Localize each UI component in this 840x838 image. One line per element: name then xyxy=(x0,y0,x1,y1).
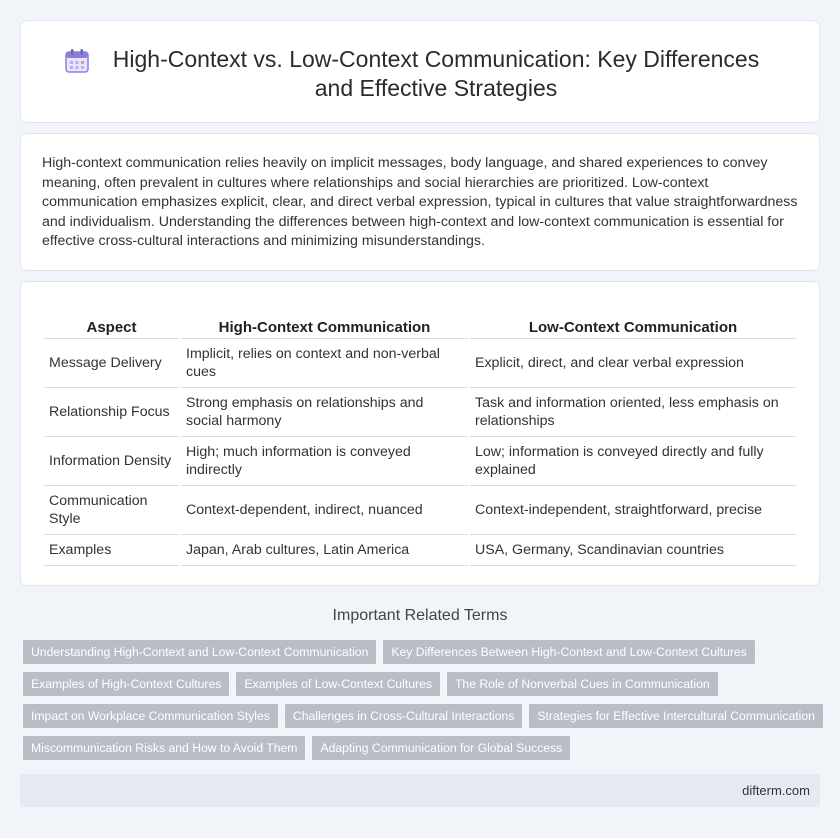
table-cell: High; much information is conveyed indirectly xyxy=(181,437,468,486)
related-term-tag[interactable]: The Role of Nonverbal Cues in Communication xyxy=(447,672,718,696)
table-cell: Information Density xyxy=(44,437,179,486)
column-header-high-context: High-Context Communication xyxy=(181,315,468,339)
related-terms-list xyxy=(23,640,823,768)
intro-paragraph: High-context communication relies heavily on implicit messages, body language, and shared experiences to convey meaning, often prevalent in cultures where relationships and social hierarchies are prioritized. Low-context communication emphasizes explicit, clear, and direct verbal expression, typical in cultures that value straightforwardness and individualism. Understanding the differences between high-context and low-context communication is essential for effective cross-cultural interactions and minimizing misunderstandings. xyxy=(42,155,798,249)
comparison-card xyxy=(20,281,820,586)
related-term-tag[interactable]: Challenges in Cross-Cultural Interactions xyxy=(285,704,523,728)
table-cell: USA, Germany, Scandinavian countries xyxy=(470,535,796,566)
footer xyxy=(20,774,820,807)
column-header-aspect: Aspect xyxy=(44,315,179,339)
table-cell: Japan, Arab cultures, Latin America xyxy=(181,535,468,566)
table-row xyxy=(44,535,796,566)
intro-card xyxy=(20,133,820,271)
footer-site-link[interactable]: difterm.com xyxy=(742,783,810,798)
related-term-tag[interactable]: Adapting Communication for Global Success xyxy=(312,736,570,760)
related-term-tag[interactable]: Examples of Low-Context Cultures xyxy=(236,672,440,696)
table-cell: Examples xyxy=(44,535,179,566)
table-cell: Communication Style xyxy=(44,486,179,535)
page-title: High-Context vs. Low-Context Communication: Key Differences and Effective Strategies xyxy=(112,46,760,101)
table-row xyxy=(44,486,796,535)
related-term-tag[interactable]: Impact on Workplace Communication Styles xyxy=(23,704,278,728)
related-term-tag[interactable]: Understanding High-Context and Low-Context Communication xyxy=(23,640,376,664)
table-cell: Strong emphasis on relationships and social harmony xyxy=(181,388,468,437)
table-cell: Explicit, direct, and clear verbal expression xyxy=(470,339,796,388)
related-term-tag[interactable]: Examples of High-Context Cultures xyxy=(23,672,229,696)
related-term-tag[interactable]: Strategies for Effective Intercultural Communication xyxy=(529,704,823,728)
table-row xyxy=(44,388,796,437)
related-term-tag[interactable]: Miscommunication Risks and How to Avoid Them xyxy=(23,736,305,760)
title-card xyxy=(20,20,820,123)
table-cell: Low; information is conveyed directly and fully explained xyxy=(470,437,796,486)
related-term-tag[interactable]: Key Differences Between High-Context and Low-Context Cultures xyxy=(383,640,754,664)
related-terms-heading: Important Related Terms xyxy=(332,607,508,624)
table-cell: Implicit, relies on context and non-verbal cues xyxy=(181,339,468,388)
table-row xyxy=(44,339,796,388)
column-header-low-context: Low-Context Communication xyxy=(470,315,796,339)
table-row xyxy=(44,437,796,486)
table-cell: Message Delivery xyxy=(44,339,179,388)
comparison-table xyxy=(42,315,798,566)
table-cell: Task and information oriented, less emphasis on relationships xyxy=(470,388,796,437)
table-cell: Context-dependent, indirect, nuanced xyxy=(181,486,468,535)
table-cell: Relationship Focus xyxy=(44,388,179,437)
table-cell: Context-independent, straightforward, precise xyxy=(470,486,796,535)
